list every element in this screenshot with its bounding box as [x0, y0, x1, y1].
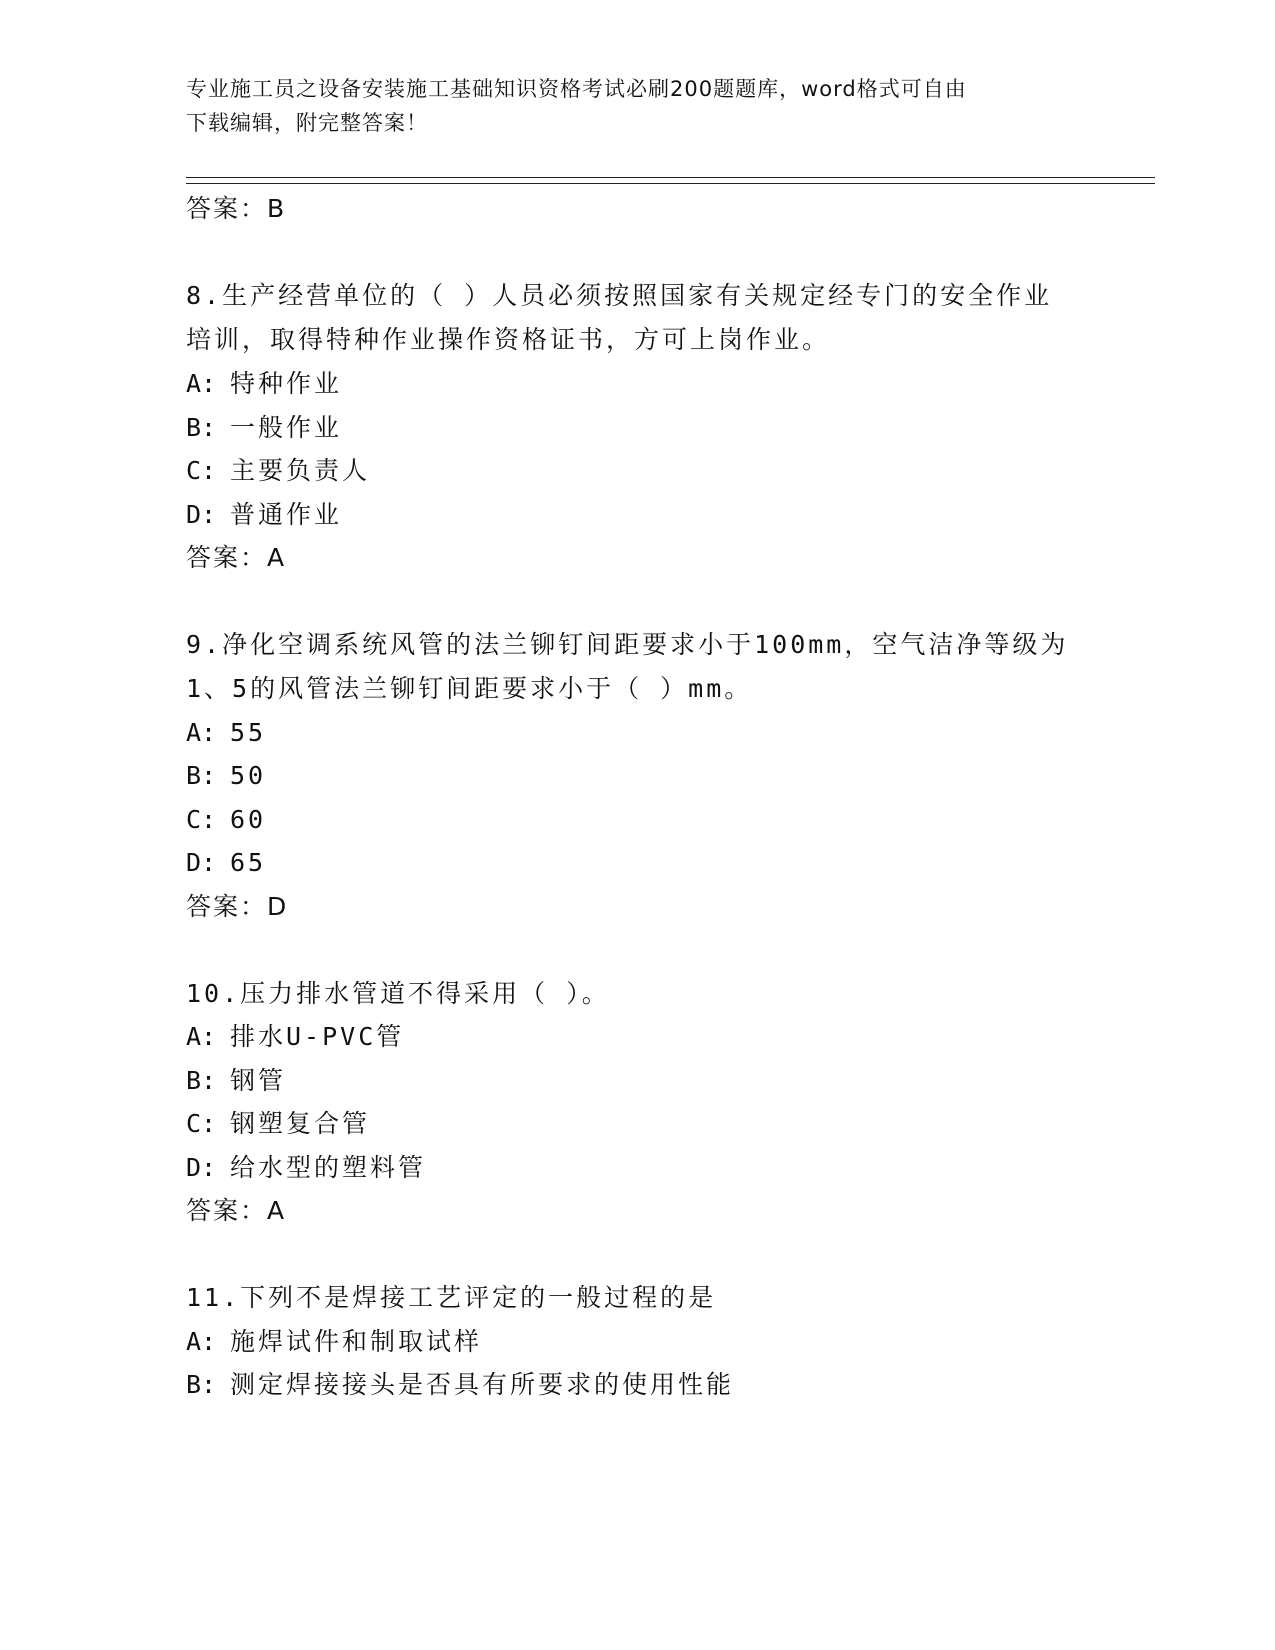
- answer-prev: 答案：B: [186, 194, 287, 223]
- question-8-option-c: [186, 453, 370, 489]
- header-divider-bottom: [186, 183, 1155, 184]
- option-letter: C:: [186, 805, 217, 834]
- question-10-option-d: [186, 1150, 426, 1186]
- option-text: 特种作业: [230, 369, 343, 398]
- option-letter: D:: [186, 1153, 217, 1182]
- option-text: 一般作业: [230, 413, 343, 442]
- option-text: 测定焊接接头是否具有所要求的使用性能: [230, 1370, 735, 1399]
- option-letter: D:: [186, 500, 217, 529]
- question-10-option-a: [186, 1019, 404, 1055]
- option-letter: B:: [186, 761, 217, 790]
- option-text: 50: [230, 761, 267, 790]
- question-10-option-c: [186, 1106, 370, 1142]
- question-10-stem-line-1: 10.压力排水管道不得采用（ ）。: [186, 979, 610, 1008]
- header-line-2: 下载编辑，附完整答案！: [186, 111, 428, 135]
- option-text: 排水U-PVC管: [230, 1022, 405, 1051]
- option-letter: A:: [186, 1022, 217, 1051]
- option-text: 60: [230, 805, 267, 834]
- option-letter: D:: [186, 848, 217, 877]
- option-text: 给水型的塑料管: [230, 1153, 427, 1182]
- option-letter: A:: [186, 1327, 217, 1356]
- question-8-answer: 答案：A: [186, 543, 287, 572]
- question-8-stem-line-1: 8.生产经营单位的（ ）人员必须按照国家有关规定经专门的安全作业: [186, 281, 1053, 310]
- option-letter: C:: [186, 1109, 217, 1138]
- option-text: 施焊试件和制取试样: [230, 1327, 483, 1356]
- option-text: 钢管: [230, 1066, 287, 1095]
- question-9-stem-line-1: 9.净化空调系统风管的法兰铆钉间距要求小于100mm，空气洁净等级为: [186, 630, 1069, 659]
- question-10-answer: 答案：A: [186, 1196, 287, 1225]
- question-9-option-b: [186, 758, 266, 794]
- option-letter: B:: [186, 1066, 217, 1095]
- option-text: 钢塑复合管: [230, 1109, 371, 1138]
- question-8-option-b: [186, 410, 342, 446]
- header-divider-top: [186, 177, 1155, 178]
- question-11-option-a: [186, 1324, 482, 1360]
- option-letter: A:: [186, 718, 217, 747]
- option-letter: A:: [186, 369, 217, 398]
- question-9-option-a: [186, 715, 266, 751]
- option-text: 55: [230, 718, 267, 747]
- question-10-option-b: [186, 1063, 286, 1099]
- option-letter: C:: [186, 456, 217, 485]
- question-8-stem-line-2: 培训，取得特种作业操作资格证书，方可上岗作业。: [186, 325, 831, 354]
- option-text: 普通作业: [230, 500, 343, 529]
- question-9-option-d: [186, 845, 266, 881]
- question-11-stem-line-1: 11.下列不是焊接工艺评定的一般过程的是: [186, 1283, 717, 1312]
- question-8-option-d: [186, 497, 342, 533]
- option-text: 主要负责人: [230, 456, 371, 485]
- header-line-1: 专业施工员之设备安装施工基础知识资格考试必刷200题题库，word格式可自由: [186, 77, 967, 101]
- option-letter: B:: [186, 1370, 217, 1399]
- document-header: [186, 72, 1086, 140]
- question-11-option-b: [186, 1367, 734, 1403]
- question-9-option-c: [186, 802, 266, 838]
- question-9-answer: 答案：D: [186, 892, 289, 921]
- question-9-stem-line-2: 1、5的风管法兰铆钉间距要求小于（ ）mm。: [186, 674, 753, 703]
- option-letter: B:: [186, 413, 217, 442]
- question-8-option-a: [186, 366, 342, 402]
- option-text: 65: [230, 848, 267, 877]
